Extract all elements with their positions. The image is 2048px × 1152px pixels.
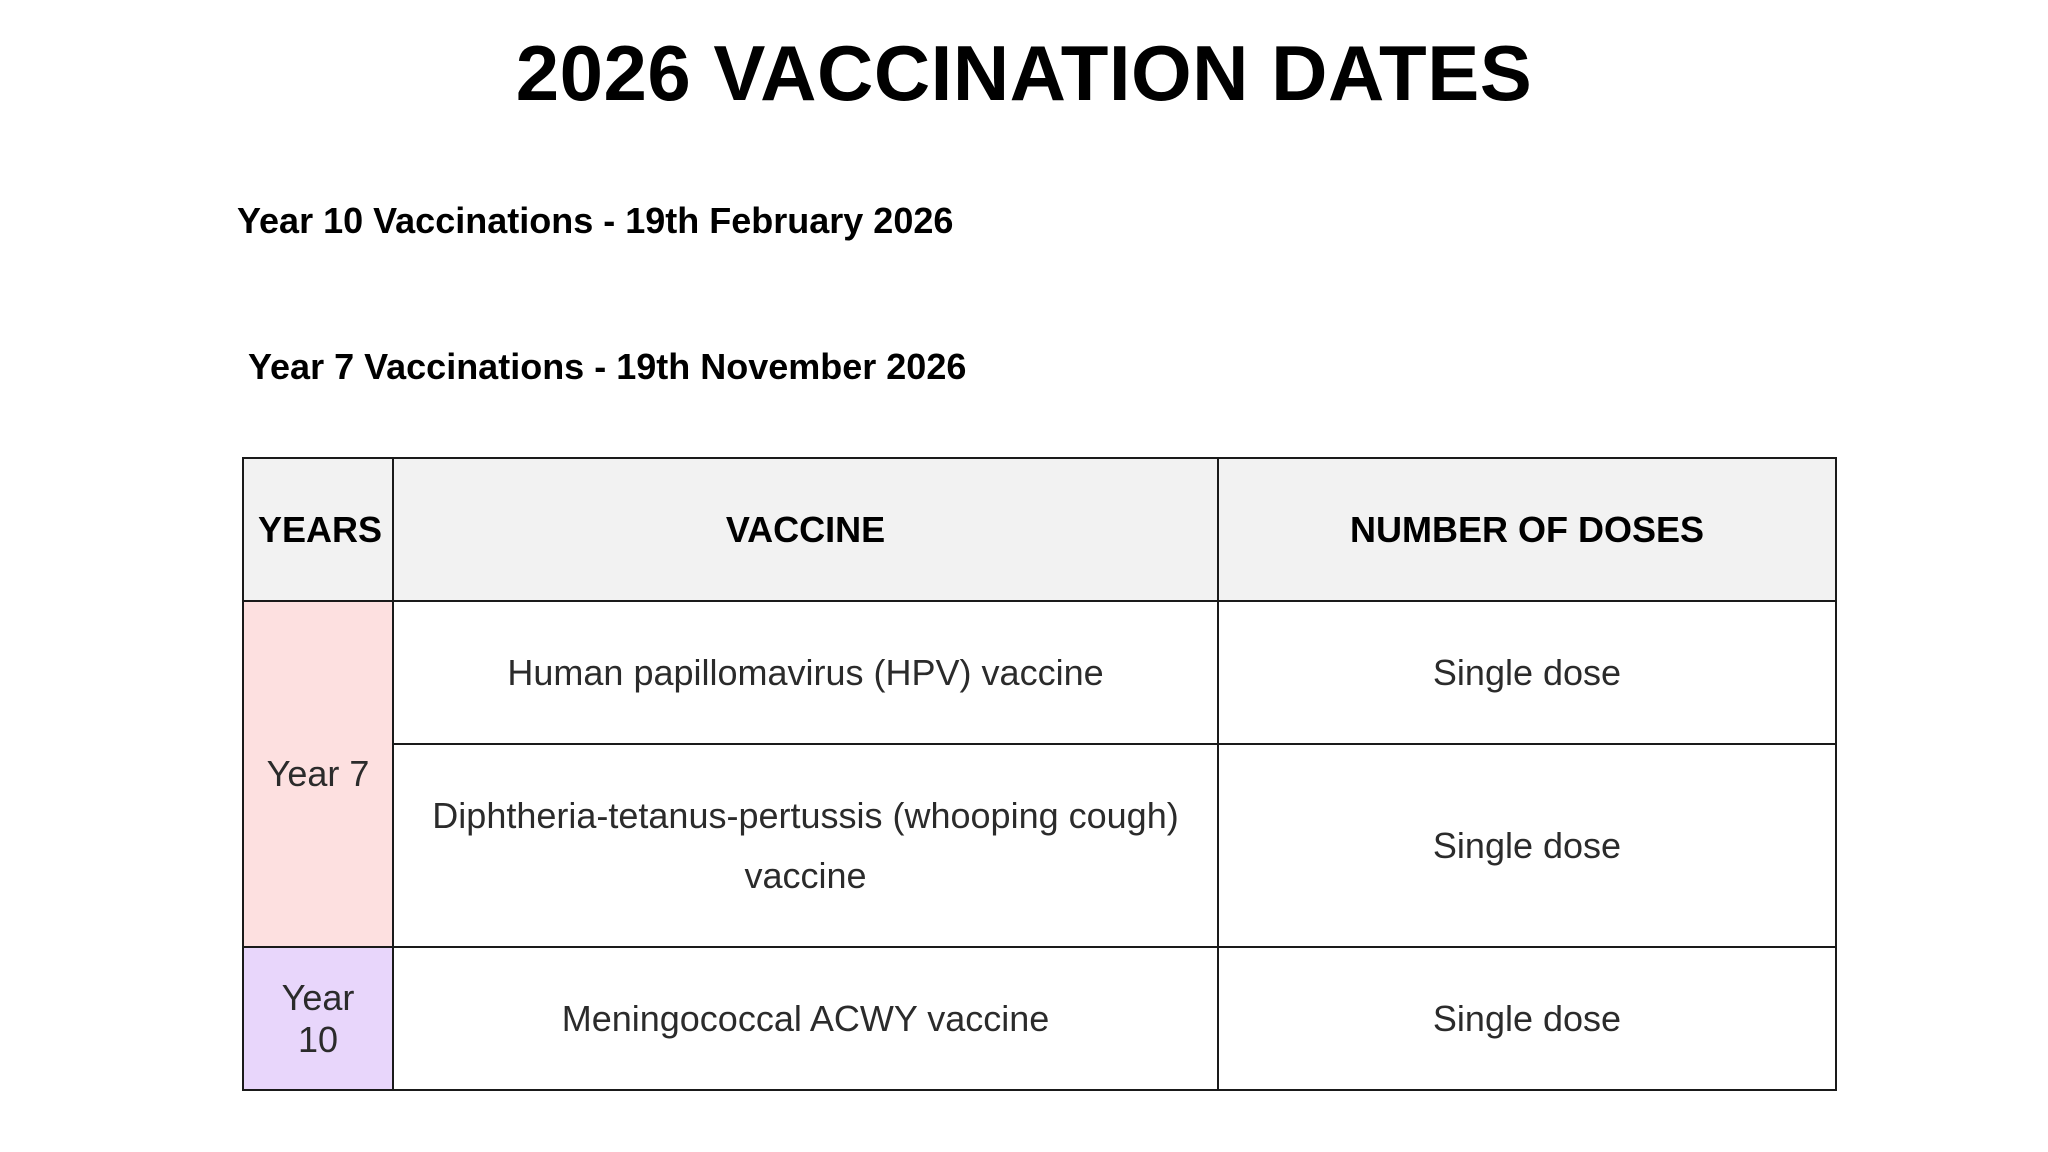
- year-7-cell: Year 7: [243, 601, 393, 947]
- vaccine-cell: Meningococcal ACWY vaccine: [393, 947, 1218, 1090]
- doses-cell: Single dose: [1218, 947, 1836, 1090]
- header-vaccine: VACCINE: [393, 458, 1218, 601]
- table-header-row: [243, 458, 1836, 601]
- header-years: YEARS: [243, 458, 393, 601]
- table-row: [243, 947, 1836, 1090]
- vaccine-cell: Human papillomavirus (HPV) vaccine: [393, 601, 1218, 744]
- table-row: [243, 601, 1836, 744]
- table-row: [243, 744, 1836, 947]
- doses-cell: Single dose: [1218, 601, 1836, 744]
- doses-cell: Single dose: [1218, 744, 1836, 947]
- page-title: 2026 VACCINATION DATES: [515, 29, 1533, 117]
- header-number-of-doses: NUMBER OF DOSES: [1218, 458, 1836, 601]
- vaccine-cell: Diphtheria-tetanus-pertussis (whooping cough) vaccine: [393, 744, 1218, 947]
- year-10-cell: Year 10: [243, 947, 393, 1090]
- year-7-vaccination-date: Year 7 Vaccinations - 19th November 2026: [248, 346, 967, 387]
- year-10-vaccination-date: Year 10 Vaccinations - 19th February 2026: [237, 200, 954, 241]
- vaccination-table: [242, 457, 1837, 1091]
